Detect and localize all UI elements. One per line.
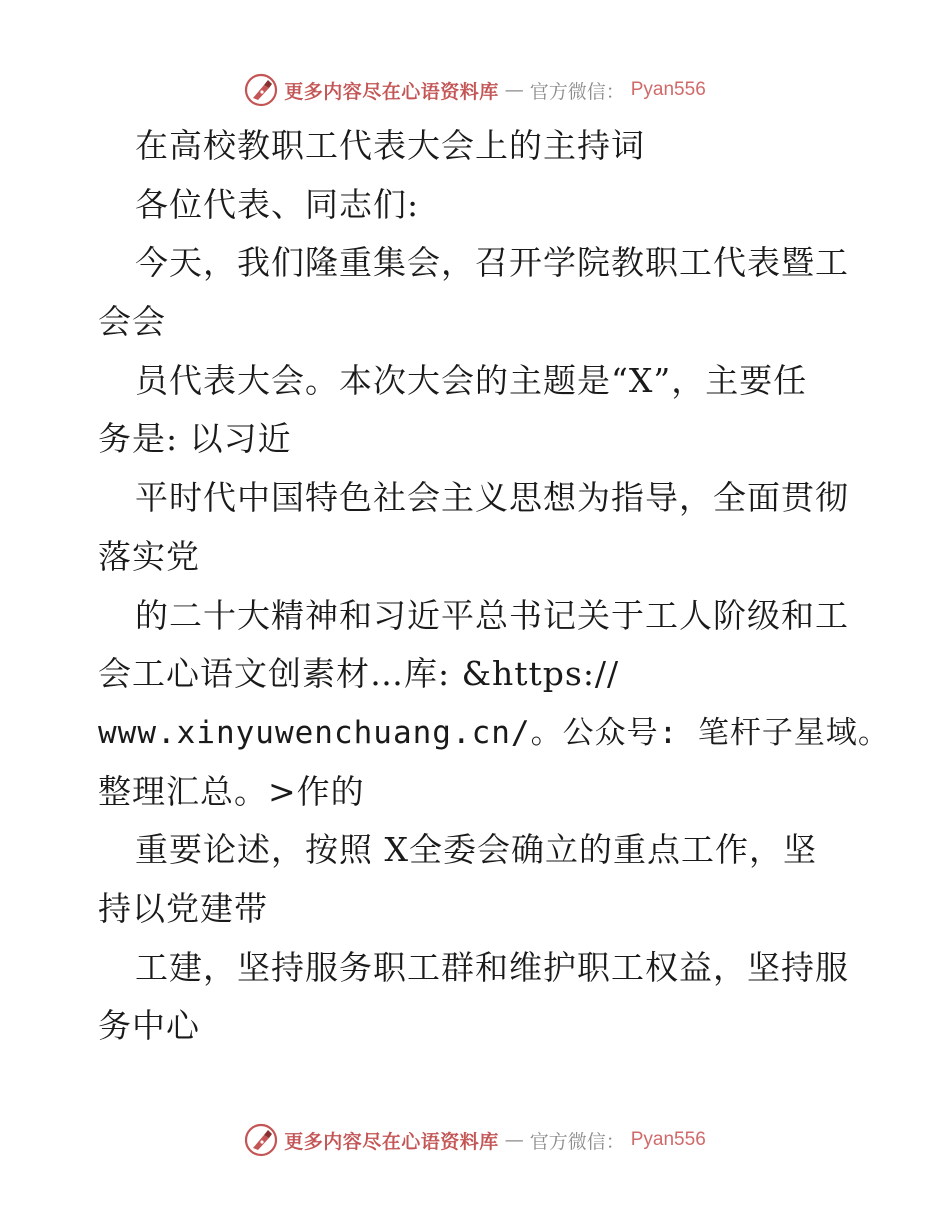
- header-wechat-label: 官方微信：: [529, 80, 625, 103]
- footer-wechat-label: 官方微信：: [529, 1130, 625, 1153]
- header-wechat-id: Pyan556: [630, 79, 706, 100]
- paragraph-line: 平时代中国特色社会主义思想为指导，全面贯彻: [135, 478, 849, 518]
- header-site-text: 更多内容尽在心语资料库: [284, 80, 499, 103]
- paragraph-line: 持以党建带: [98, 888, 268, 928]
- paragraph-line: 整理汇总。>作的: [98, 771, 365, 811]
- document-body: [98, 117, 890, 1056]
- paragraph-line: 今天，我们隆重集会，召开学院教职工代表暨工: [135, 243, 849, 283]
- pen-nib-logo-icon: [244, 1123, 278, 1157]
- paragraph-line: 的二十大精神和习近平总书记关于工人阶级和工: [135, 595, 849, 635]
- salutation: 各位代表、同志们:: [135, 184, 420, 224]
- footer-wechat-id: Pyan556: [630, 1129, 706, 1150]
- document-title: 在高校教职工代表大会上的主持词: [135, 126, 645, 165]
- footer-dash: —: [504, 1129, 524, 1151]
- paragraph-line: 务是: 以习近: [98, 419, 292, 459]
- pen-nib-logo-icon: [244, 73, 278, 107]
- paragraph-line: 落实党: [98, 536, 200, 576]
- footer-site-text: 更多内容尽在心语资料库: [284, 1130, 499, 1153]
- paragraph-line: 工建，坚持服务职工群和维护职工权益，坚持服: [135, 947, 849, 987]
- paragraph-line-url: www.xinyuwenchuang.cn/。公众号: 笔杆子星域。: [98, 714, 890, 751]
- header-banner: [0, 70, 950, 110]
- paragraph-line: 会工心语文创素材…库: &https://: [98, 654, 620, 694]
- header-dash: —: [504, 79, 524, 101]
- footer-banner: [0, 1120, 950, 1160]
- paragraph-line: 员代表大会。本次大会的主题是“X”，主要任: [135, 360, 808, 400]
- paragraph-line: 重要论述，按照 X全委会确立的重点工作，坚: [135, 830, 817, 870]
- paragraph-line: 务中心: [98, 1006, 200, 1046]
- paragraph-line: 会会: [98, 302, 166, 342]
